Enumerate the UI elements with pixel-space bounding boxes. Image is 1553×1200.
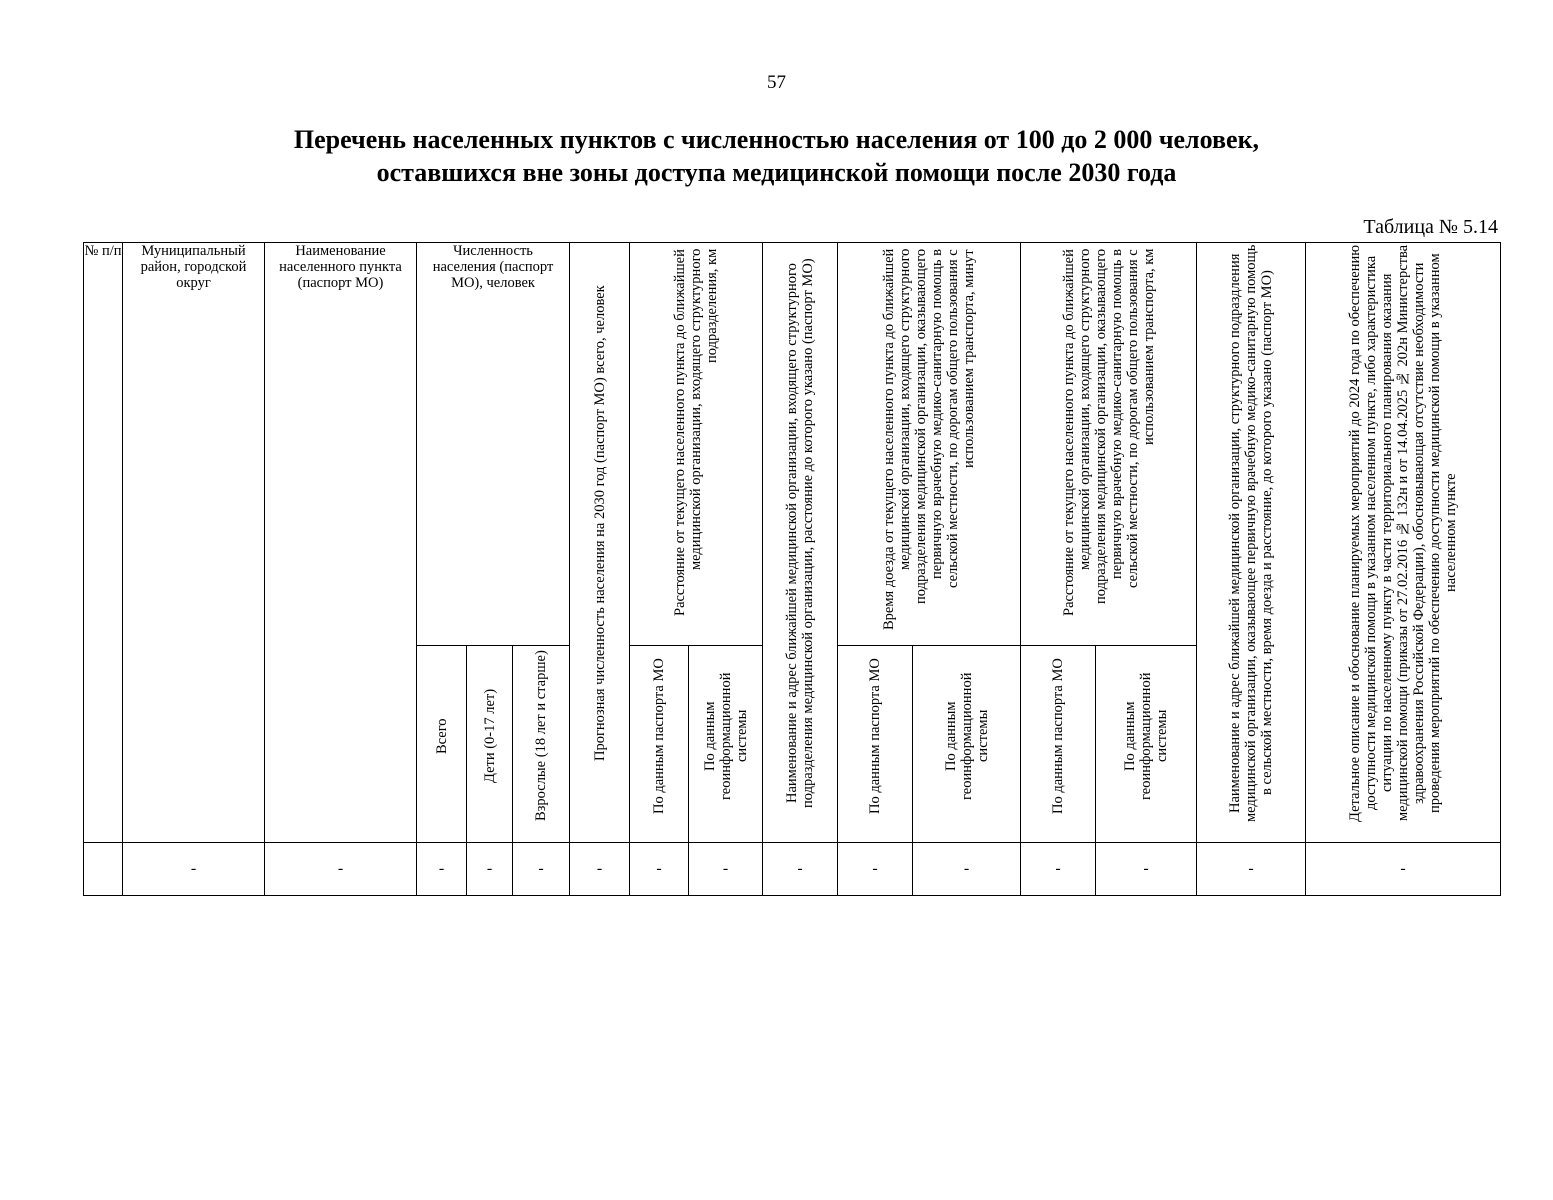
- cell-district: -: [123, 843, 265, 896]
- header-distance-geo: По данным геоинформационной системы: [689, 646, 763, 843]
- title-line-1: Перечень населенных пунктов с численностью населения от 100 до 2 000 человек,: [293, 125, 1260, 154]
- cell-forecast: -: [570, 843, 630, 896]
- cell-distance-pmsp-geo: -: [1096, 843, 1197, 896]
- table-row: [84, 843, 1501, 896]
- cell-num: [84, 843, 123, 896]
- header-nearest-pmsp: Наименование и адрес ближайшей медицинской организации, структурного подраздления медицинской организации, оказывающее первичную врачебную медико-санитарную помощь в сельской местности, время доезда и расстояние, до которого указано (паспорт МО): [1197, 243, 1306, 843]
- header-num: № п/п: [84, 243, 123, 843]
- header-pop-total: Всего: [417, 646, 467, 843]
- cell-distance-geo: -: [689, 843, 763, 896]
- header-travel-mo: По данным паспорта МО: [838, 646, 913, 843]
- header-settlement: Наименование населенного пункта (паспорт МО): [265, 243, 417, 843]
- table-label: Таблица № 5.14: [1363, 216, 1498, 238]
- page-title: [0, 123, 1553, 189]
- header-distance-pmsp-mo: По данным паспорта МО: [1021, 646, 1096, 843]
- settlements-table: [83, 242, 1501, 896]
- header-travel-geo: По данным геоинформационной системы: [913, 646, 1021, 843]
- cell-nearest-pmsp: -: [1197, 843, 1306, 896]
- header-pop-adults: Взрослые (18 лет и старше): [513, 646, 570, 843]
- cell-pop-children: -: [467, 843, 513, 896]
- header-population: Численность населения (паспорт МО), человек: [417, 243, 570, 646]
- cell-travel-geo: -: [913, 843, 1021, 896]
- header-forecast: Прогнозная численность населения на 2030 год (паспорт МО) всего, человек: [570, 243, 630, 843]
- page-number: 57: [767, 72, 786, 93]
- header-row-1: [84, 243, 1501, 646]
- header-travel-time: Время доезда от текущего населенного пункта до ближайшей медицинской организации, входящего структурного подразделения медицинской организации, оказывающего первичную врачебную медико-санитарную помощь в сельской местности, по дорогам общего пользования с использованием транспорта, минут: [838, 243, 1021, 646]
- header-distance-pmsp-geo: По данным геоинформационной системы: [1096, 646, 1197, 843]
- cell-distance-mo: -: [630, 843, 689, 896]
- header-pop-children: Дети (0-17 лет): [467, 646, 513, 843]
- header-distance-pmsp: Расстояние от текущего населенного пункта до ближайшей медицинской организации, входящего структурного подразделения медицинской организации, оказывающего первичную врачебную медико-санитарную помощь в сельской местности, по дорогам общего пользования с использованием транспорта, км: [1021, 243, 1197, 646]
- cell-pop-total: -: [417, 843, 467, 896]
- cell-travel-mo: -: [838, 843, 913, 896]
- cell-distance-pmsp-mo: -: [1021, 843, 1096, 896]
- header-description: Детальное описание и обоснование планируемых мероприятий до 2024 года по обеспечению доступности медицинской помощи в указанном населенном пункте, либо характеристика ситуации по населенному пункту в части территориального планирования оказания медицинской помощи (приказы от 27.02.2016 № 132н и от 14.04.2025 № 202н Министерства здравоохранения Российской Федерации), обосновывающая отсутствие необходимости проведения мероприятий по обеспечению доступности медицинской помощи в указанном населенном пункте: [1306, 243, 1501, 843]
- header-district: Муниципальный район, городской округ: [123, 243, 265, 843]
- cell-pop-adults: -: [513, 843, 570, 896]
- cell-description: -: [1306, 843, 1501, 896]
- title-line-2: оставшихся вне зоны доступа медицинской помощи после 2030 года: [376, 158, 1177, 187]
- header-nearest-org: Наименование и адрес ближайшей медицинской организации, входящего структурного подразделения медицинской организации, расстояние до которого указано (паспорт МО): [763, 243, 838, 843]
- header-distance-mo: По данным паспорта МО: [630, 646, 689, 843]
- cell-settlement: -: [265, 843, 417, 896]
- header-distance: Расстояние от текущего населенного пункта до ближайшей медицинской организации, входящего структурного подразделения, км: [630, 243, 763, 646]
- cell-nearest-org: -: [763, 843, 838, 896]
